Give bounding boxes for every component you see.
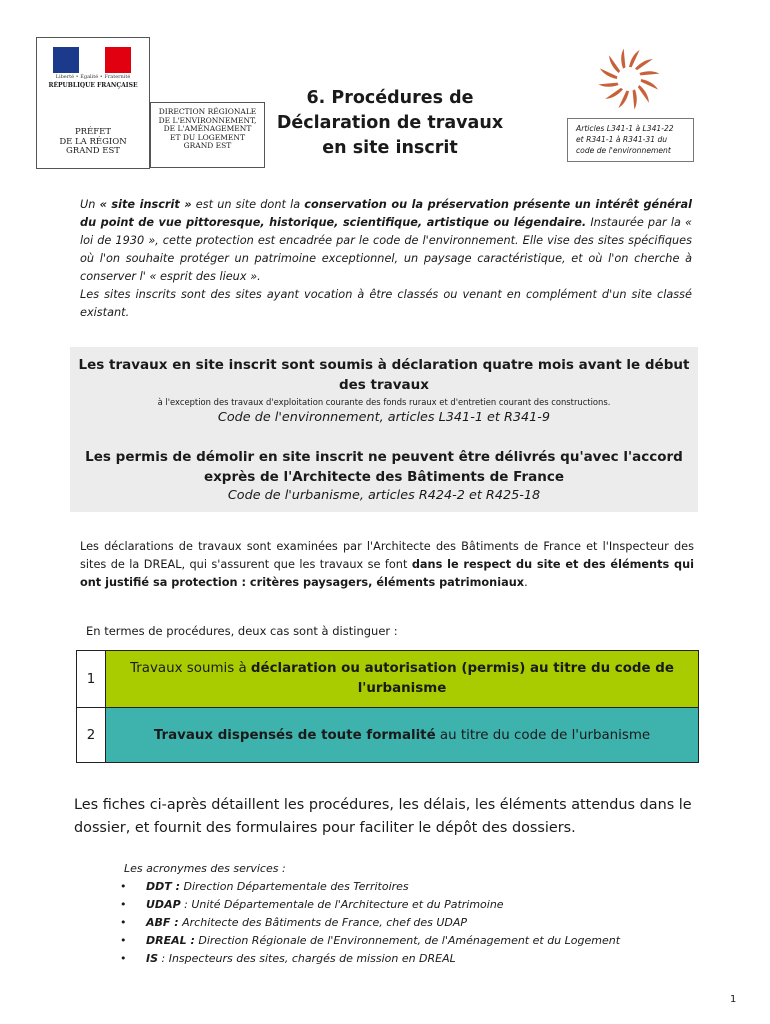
sunburst-ray (629, 50, 640, 67)
dreal-label: DIRECTION RÉGIONALE DE L'ENVIRONNEMENT, DE L'AMÉNAGEMENT ET DU LOGEMENT GRAND EST (158, 107, 257, 151)
cases-table (76, 650, 699, 763)
page-title: 6. Procédures de Déclaration de travaux en site inscrit (276, 88, 504, 158)
case-number: 2 (77, 708, 106, 763)
list-item: • UDAP : Unité Départementale de l'Architecture et du Patrimoine (120, 896, 620, 914)
examination-paragraph: Les déclarations de travaux sont examinées par l'Architecte des Bâtiments de France et l'Inspecteur des sites de la DREAL, qui s'assurent que les travaux se font dans le respect du site et des éléments qui ont justifié sa protection : critères paysagers, éléments patrimoniaux. (80, 540, 694, 589)
intro-paragraph: Un « site inscrit » est un site dont la conservation ou la préservation présente un intérêt général du point de vue pittoresque, historique, scientifique, artistique ou légendaire. Instaurée par la « loi de 1930 », cette protection est encadrée par le code de l'environnement. Elle vise des sites spécifiques où l'on souhaite protéger un patrimoine exceptionnel, un paysage caractéristique, et où l'on cherche à conserver l' « esprit des lieux ». Les sites inscrits sont des sites ayant vocation à être classés ou venant en complément d'un site classé existant. (80, 196, 692, 322)
table-row (77, 651, 699, 708)
acronyms-title: Les acronymes des services : (124, 862, 286, 875)
dreal-logo (150, 102, 265, 168)
list-item: • ABF : Architecte des Bâtiments de France, chef des UDAP (120, 914, 620, 932)
declaration-requirement: Les travaux en site inscrit sont soumis à déclaration quatre mois avant le début des travaux (78, 357, 690, 393)
distinguish-text: En termes de procédures, deux cas sont à distinguer : (86, 624, 398, 638)
page-number: 1 (730, 994, 737, 1005)
table-row (77, 708, 699, 763)
sunburst-ray (598, 83, 618, 87)
sunburst-ray (609, 55, 620, 73)
sunburst-ray (621, 48, 625, 68)
list-item: • DDT : Direction Départementale des Territoires (120, 878, 620, 896)
case-number: 1 (77, 651, 106, 708)
list-item: • DREAL : Direction Régionale de l'Environnement, de l'Aménagement et du Logement (120, 932, 620, 950)
sunburst-logo-icon (596, 46, 662, 112)
republic-label: RÉPUBLIQUE FRANÇAISE (48, 82, 138, 89)
acronyms-list (120, 878, 620, 968)
sunburst-ray (635, 59, 653, 70)
environment-code-reference: Code de l'environnement, articles L341-1 et R341-9 (217, 410, 551, 425)
fiches-paragraph: Les fiches ci-après détaillent les procédures, les délais, les éléments attendus dans le dossier, et fournit des formulaires pour faciliter le dépôt des dossiers. (74, 797, 692, 836)
intro-paragraph-2: Les sites inscrits sont des sites ayant vocation à être classés ou venant en complément d'un site classé existant. (80, 288, 692, 319)
prefecture-logo (36, 37, 150, 169)
exception-note: à l'exception des travaux d'exploitation courante des fonds ruraux et d'entretien courant des constructions. (157, 397, 611, 407)
case-description: Travaux soumis à déclaration ou autorisation (permis) au titre du code de l'urbanisme (106, 651, 699, 708)
requirements-box (70, 347, 698, 512)
sunburst-ray (600, 68, 617, 79)
urbanism-code-reference: Code de l'urbanisme, articles R424-2 et R425-18 (227, 488, 541, 503)
sunburst-ray (605, 88, 623, 99)
sunburst-ray (618, 91, 629, 108)
sunburst-ray (638, 85, 649, 103)
sunburst-ray (639, 71, 659, 75)
case-description: Travaux dispensés de toute formalité au titre du code de l'urbanisme (106, 708, 699, 763)
republic-motto: Liberté • Égalité • Fraternité (55, 74, 131, 80)
demolition-requirement: Les permis de démolir en site inscrit ne peuvent être délivrés qu'avec l'accord exprès de l'Architecte des Bâtiments de France (85, 449, 683, 485)
sunburst-ray (641, 79, 658, 90)
sunburst-ray (633, 89, 637, 109)
prefect-label: PRÉFET DE LA RÉGION GRAND EST (59, 127, 127, 156)
marianne-flag-icon (53, 47, 131, 73)
articles-reference: Articles L341-1 à L341-22 et R341-1 à R341-31 du code de l'environnement (567, 118, 694, 162)
list-item: • IS : Inspecteurs des sites, chargés de mission en DREAL (120, 950, 620, 968)
